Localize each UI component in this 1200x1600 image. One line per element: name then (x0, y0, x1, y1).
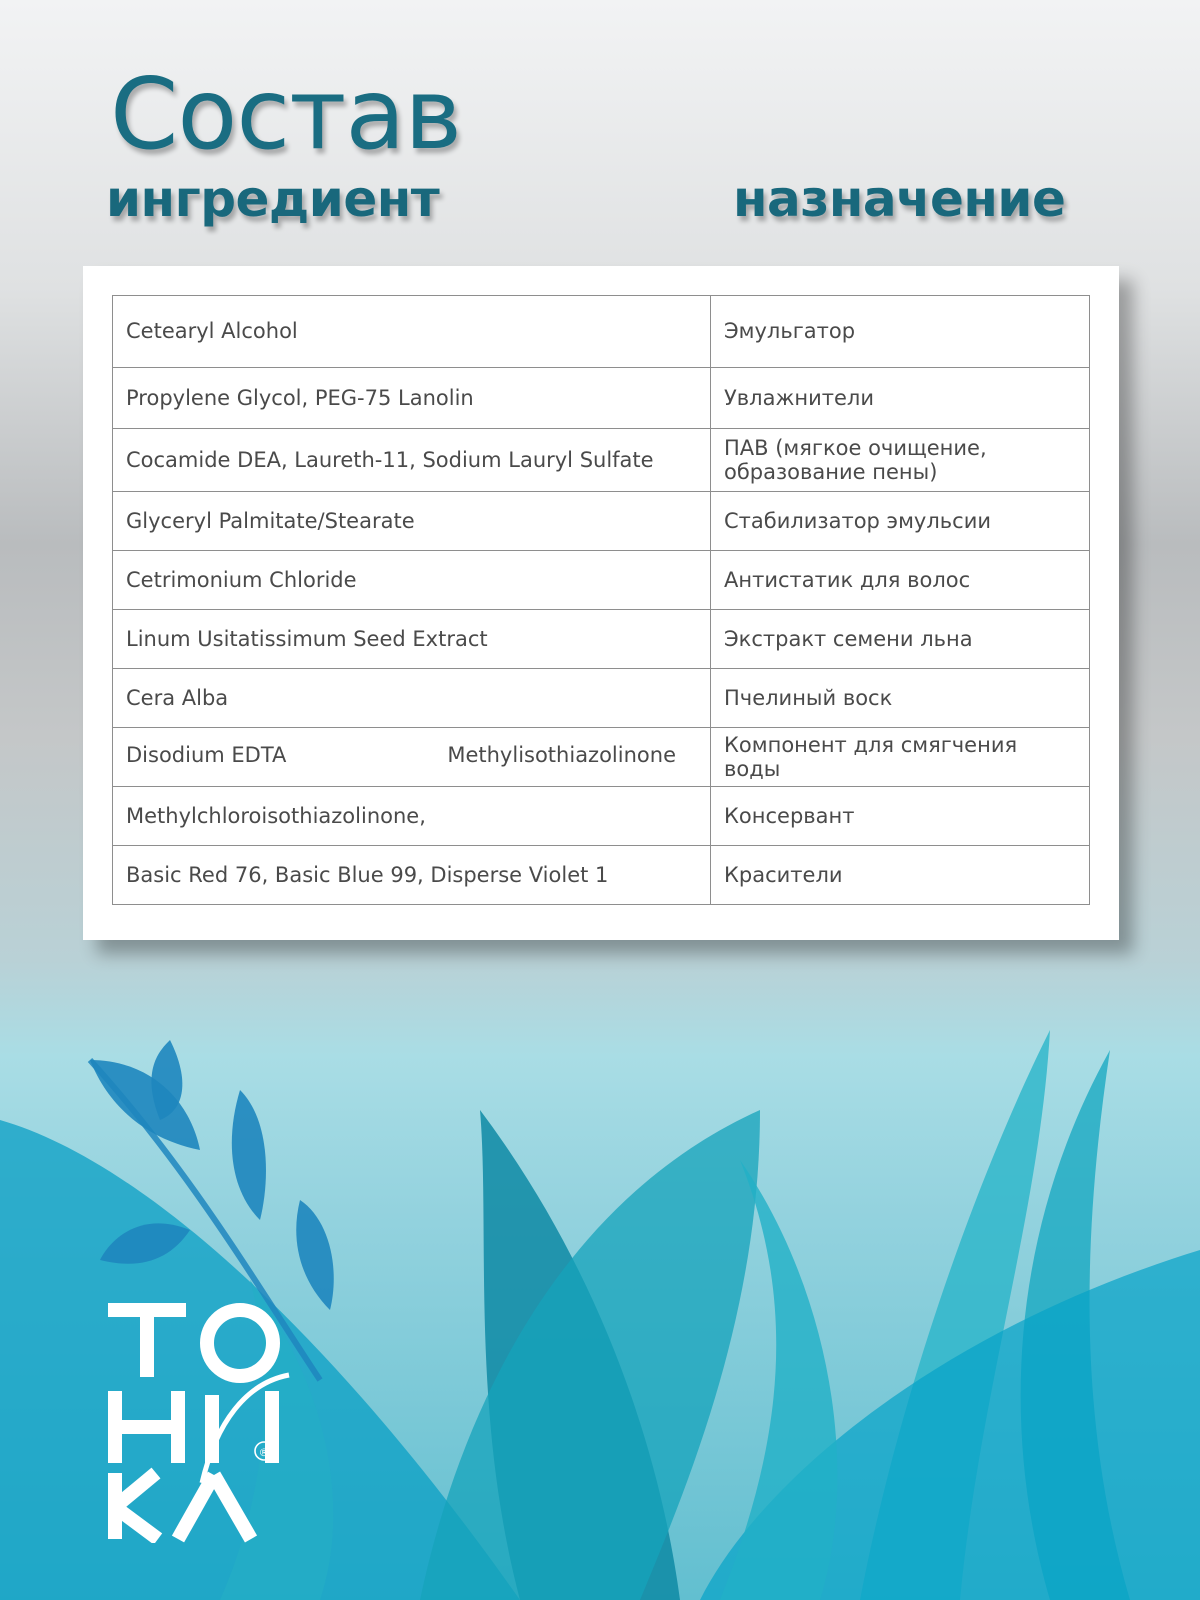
purpose-cell: Увлажнители (711, 368, 1090, 429)
ingredient-cell: Cocamide DEA, Laureth-11, Sodium Lauryl Sulfate (113, 429, 711, 492)
registered-mark: ® (258, 1446, 270, 1459)
page-title: Состав (110, 58, 462, 172)
ingredient-cell: Glyceryl Palmitate/Stearate (113, 492, 711, 551)
purpose-cell: Пчелиный воск (711, 669, 1090, 728)
ingredient-cell: Basic Red 76, Basic Blue 99, Disperse Violet 1 (113, 846, 711, 905)
ingredient-cell: Cetearyl Alcohol (113, 296, 711, 368)
table-row (113, 368, 1090, 429)
ingredient-cell: Cera Alba (113, 669, 711, 728)
ingredient-extra-text: Methylisothiazolinone (447, 743, 676, 767)
table-row (113, 728, 1090, 787)
table-row (113, 610, 1090, 669)
ingredient-cell: Methylchloroisothiazolinone, (113, 787, 711, 846)
ingredients-table (112, 295, 1090, 905)
table-row (113, 296, 1090, 368)
purpose-cell: Экстракт семени льна (711, 610, 1090, 669)
purpose-column-header: назначение (733, 170, 1066, 228)
ingredient-cell: Propylene Glycol, PEG-75 Lanolin (113, 368, 711, 429)
purpose-cell: ПАВ (мягкое очищение, образование пены) (711, 429, 1090, 492)
tonika-logo (106, 1303, 291, 1543)
ingredient-column-header: ингредиент (106, 170, 440, 228)
table-row (113, 551, 1090, 610)
purpose-cell: Красители (711, 846, 1090, 905)
ingredients-card (83, 266, 1119, 940)
ingredient-text: Disodium EDTA (126, 742, 287, 767)
tonika-logo-mark (106, 1303, 291, 1543)
purpose-cell: Эмульгатор (711, 296, 1090, 368)
purpose-cell: Антистатик для волос (711, 551, 1090, 610)
purpose-cell: Консервант (711, 787, 1090, 846)
table-row (113, 669, 1090, 728)
table-row (113, 492, 1090, 551)
table-row (113, 429, 1090, 492)
ingredient-cell: Cetrimonium Chloride (113, 551, 711, 610)
ingredient-cell: Linum Usitatissimum Seed Extract (113, 610, 711, 669)
purpose-cell: Компонент для смягчения воды (711, 728, 1090, 787)
ingredient-cell (113, 728, 711, 787)
table-row (113, 787, 1090, 846)
purpose-cell: Стабилизатор эмульсии (711, 492, 1090, 551)
table-row (113, 846, 1090, 905)
